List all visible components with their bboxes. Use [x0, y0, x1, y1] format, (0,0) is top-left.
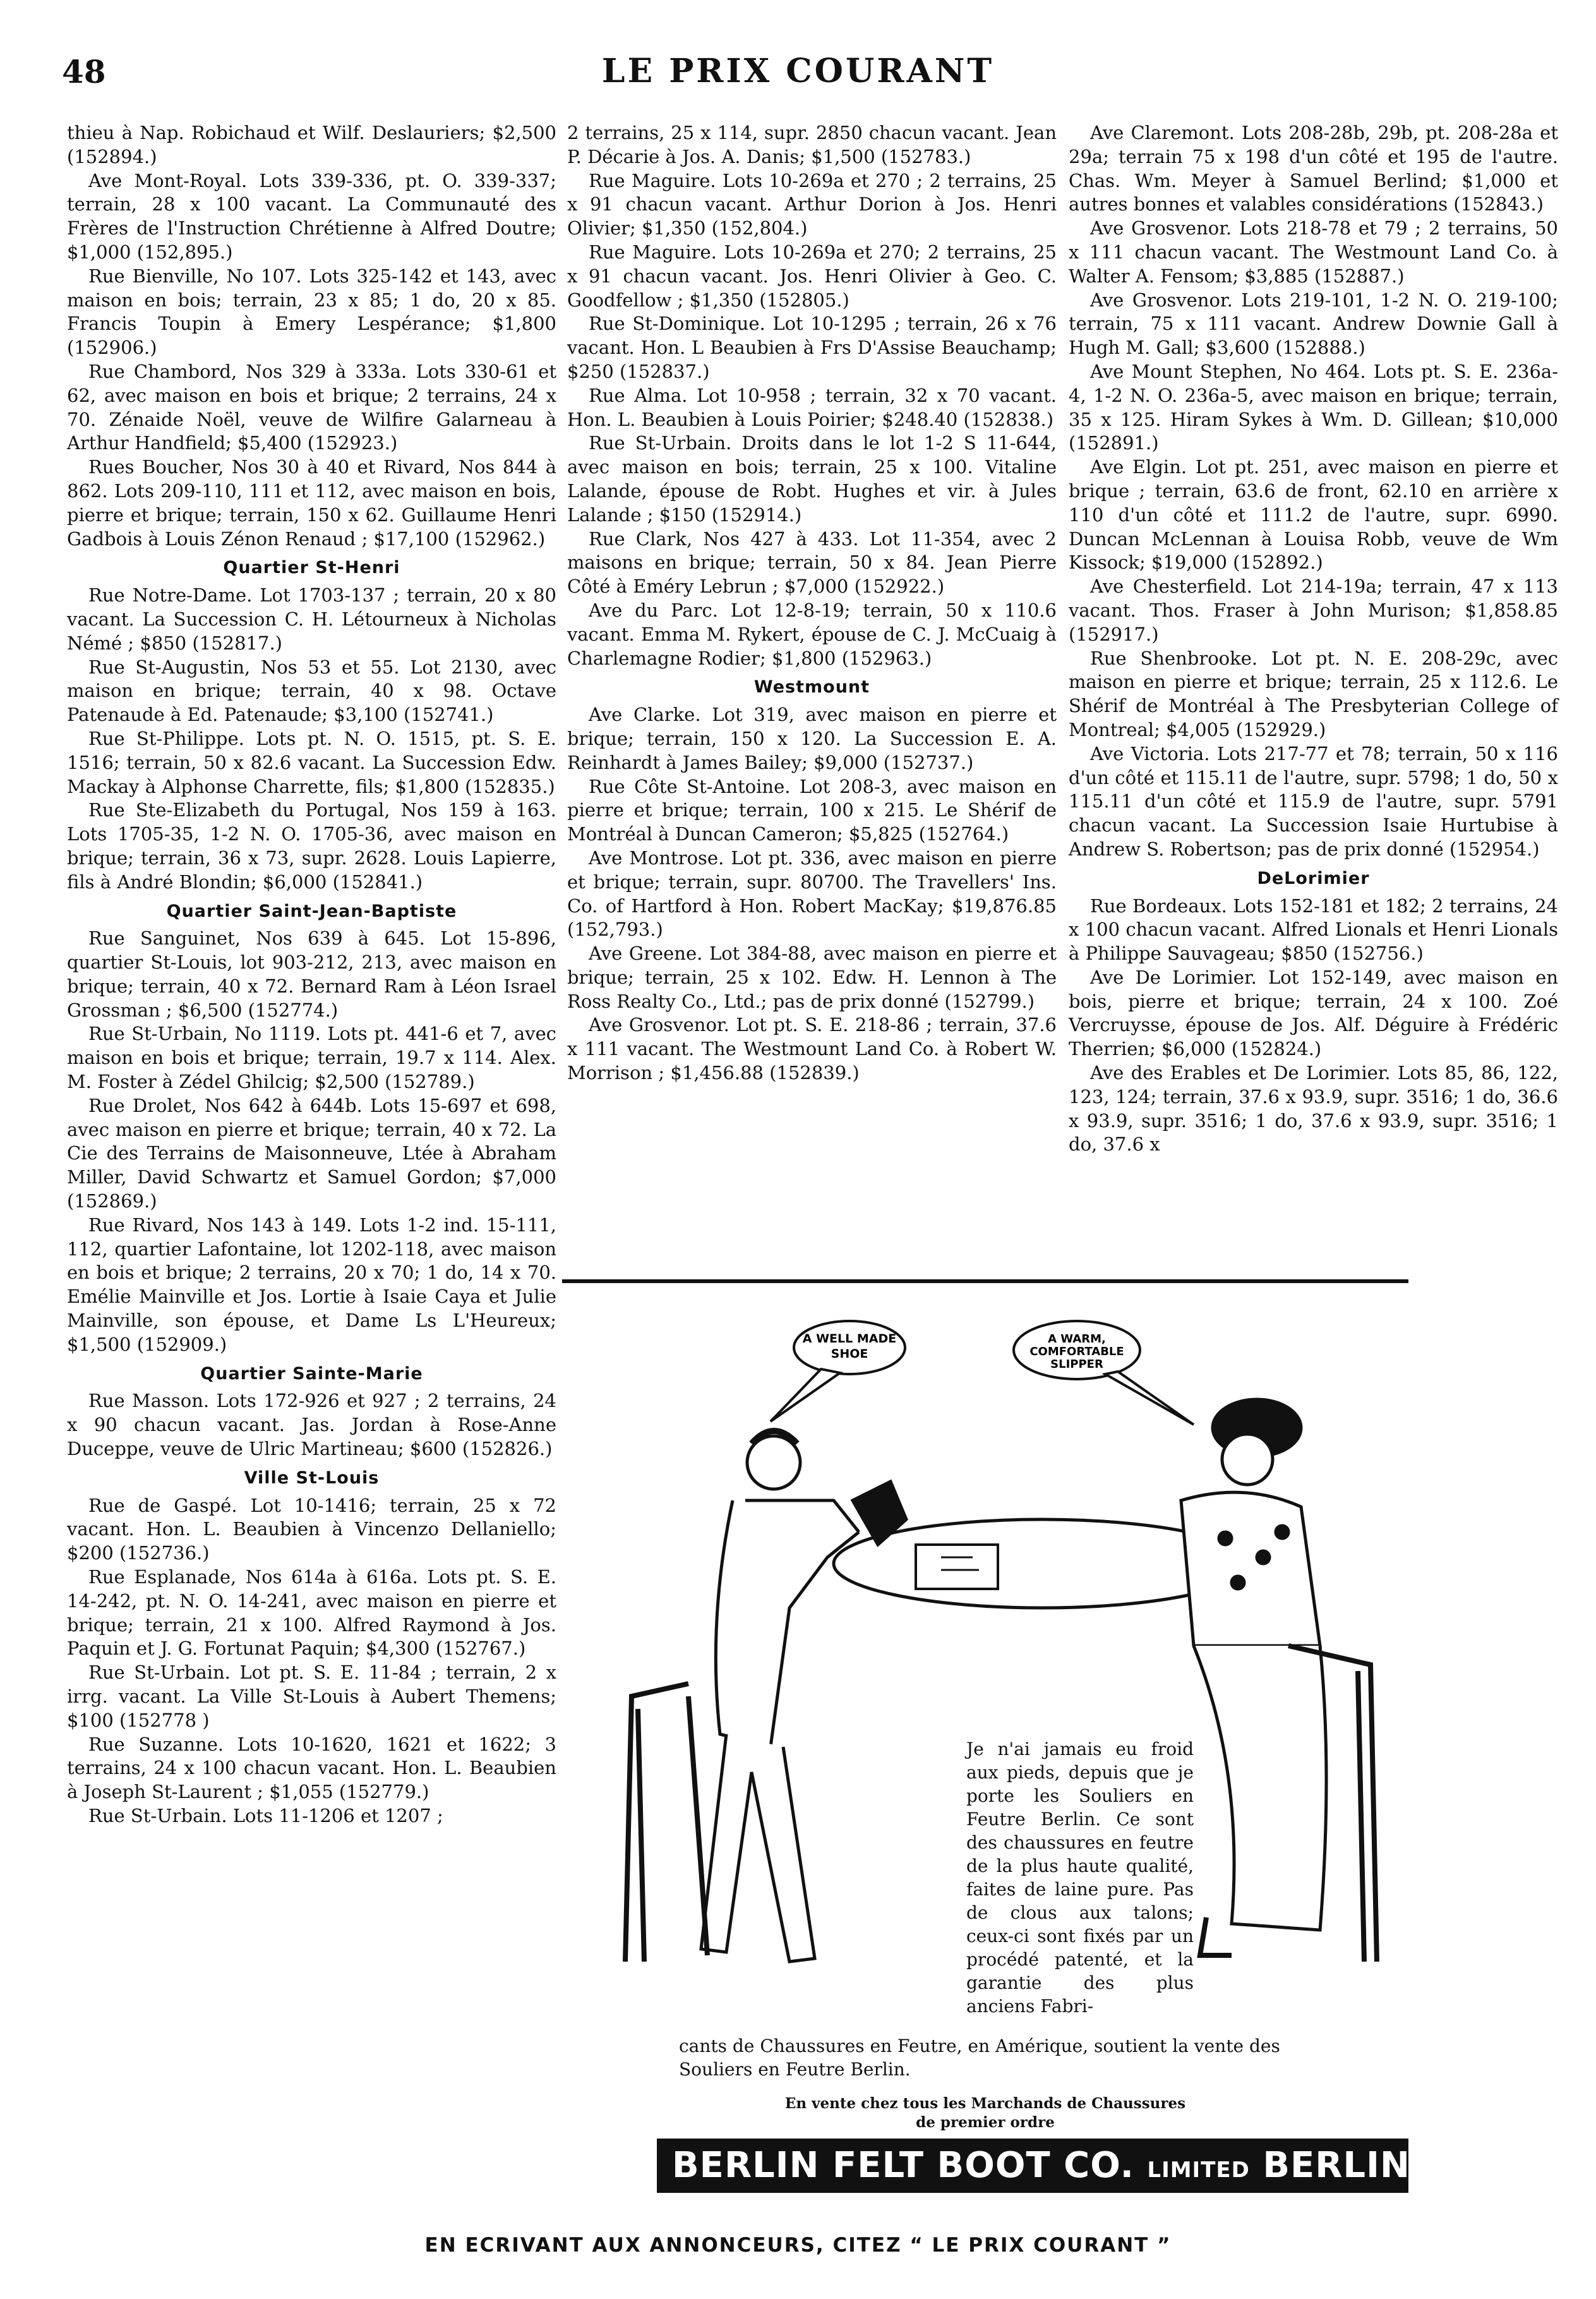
- listing-paragraph: Rue Clark, Nos 427 à 433. Lot 11-354, avec 2 maisons en brique; terrain, 50 x 84. Jean Pierre Côté à Eméry Lebrun ; $7,000 (152922.): [567, 528, 1057, 598]
- section-heading: Quartier Sainte-Marie: [200, 1363, 423, 1384]
- listing-paragraph: Ave Claremont. Lots 208-28b, 29b, pt. 208-28a et 29a; terrain 75 x 198 d'un côté et 195 de l'autre. Chas. Wm. Meyer à Samuel Berlind; $1,000 et autres bonnes et valables considérations (152843.): [1069, 122, 1558, 215]
- listing-paragraph: Ave Mount Stephen, No 464. Lots pt. S. E. 236a-4, 1-2 N. O. 236a-5, avec maison en brique; terrain, 35 x 125. Hiram Sykes à Wm. D. Gillean; $10,000 (152891.): [1069, 360, 1558, 454]
- ad-company-limited: LIMITED: [1147, 2157, 1250, 2183]
- ad-copy: Je n'ai jamais eu froid aux pieds, depuis que je porte les Souliers en Feutre Berlin. Ce sont des chaussures en feutre de la plus haute qualité, faites de laine pure. Pas de clous aux talons; ceux-ci sont fixés par un procédé patenté, et la garantie des plus anciens Fabri-: [966, 1739, 1194, 2017]
- page-header: [0, 49, 1596, 100]
- bubble-left-text-line2: SHOE: [831, 1347, 868, 1361]
- ad-availability-line2: de premier ordre: [916, 2114, 1055, 2131]
- listing-paragraph: Ave Chesterfield. Lot 214-19a; terrain, 47 x 113 vacant. Thos. Fraser à John Murison; $1,858.85 (152917.): [1069, 576, 1558, 645]
- listing-paragraph: Rue St-Philippe. Lots pt. N. O. 1515, pt. S. E. 1516; terrain, 50 x 82.6 vacant. La Succession Edw. Mackay à Alphonse Charrette, fils; $1,800 (152835.): [67, 727, 556, 797]
- section-heading: DeLorimier: [1257, 868, 1370, 888]
- listing-paragraph: thieu à Nap. Robichaud et Wilf. Deslauriers; $2,500 (152894.): [67, 122, 556, 167]
- woman-figure: [1181, 1399, 1377, 1962]
- listing-paragraph: Rue Masson. Lots 172-926 et 927 ; 2 terrains, 24 x 90 chacun vacant. Jas. Jordan à Rose-Anne Duceppe, veuve de Ulric Martineau; $600 (152826.): [67, 1390, 556, 1460]
- listing-paragraph: Ave Mont-Royal. Lots 339-336, pt. O. 339-337; terrain, 28 x 100 vacant. La Communauté des Frères de l'Instruction Chrétienne à Alfred Doutre; $1,000 (152,895.): [67, 169, 556, 263]
- listing-paragraph: Rue Sanguinet, Nos 639 à 645. Lot 15-896, quartier St-Louis, lot 903-212, 213, avec maison en brique; terrain, 40 x 72. Bernard Ram à Léon Israel Grossman ; $6,500 (152774.): [67, 927, 556, 1021]
- listing-paragraph: Ave Grosvenor. Lot pt. S. E. 218-86 ; terrain, 37.6 x 111 vacant. The Westmount Land Co. à Robert W. Morrison ; $1,456.88 (152839.): [567, 1014, 1057, 1084]
- section-heading: Quartier Saint-Jean-Baptiste: [166, 901, 457, 921]
- advertisement: [562, 1279, 1510, 2208]
- bubble-right-text-line1: A WARM,: [1048, 1332, 1106, 1346]
- section-heading: Ville St-Louis: [244, 1468, 380, 1488]
- listing-paragraph: Ave Grosvenor. Lots 219-101, 1-2 N. O. 219-100; terrain, 75 x 111 vacant. Andrew Downie Gall à Hugh M. Gall; $3,600 (152888.): [1069, 289, 1558, 359]
- listing-paragraph: Rue Bordeaux. Lots 152-181 et 182; 2 terrains, 24 x 100 chacun vacant. Alfred Lionals et Henri Lionals à Philippe Sauvageau; $850 (152756.): [1069, 895, 1558, 965]
- listing-paragraph: Rue Alma. Lot 10-958 ; terrain, 32 x 70 vacant. Hon. L. Beaubien à Louis Poirier; $248.40 (152838.): [567, 384, 1057, 430]
- listing-paragraph: Rue Maguire. Lots 10-269a et 270; 2 terrains, 25 x 91 chacun vacant. Jos. Henri Olivier à Geo. C. Goodfellow ; $1,350 (152805.): [567, 241, 1057, 311]
- listing-paragraph: Rue Shenbrooke. Lot pt. N. E. 208-29c, avec maison en pierre et brique; terrain, 25 x 112.6. Le Shérif de Montréal à The Presbyterian College of Montreal; $4,005 (152929.): [1069, 647, 1558, 740]
- ad-company-band: [657, 2139, 1510, 2193]
- listing-paragraph: Rue St-Dominique. Lot 10-1295 ; terrain, 26 x 76 vacant. Hon. L Beaubien à Frs D'Assise Beauchamp; $250 (152837.): [567, 313, 1057, 382]
- ad-availability-line1: En vente chez tous les Marchands de Chaussures: [784, 2095, 1186, 2112]
- speech-bubble-right: [1014, 1321, 1194, 1425]
- ad-company-name: BERLIN FELT BOOT CO.: [672, 2145, 1134, 2186]
- listing-paragraph: Ave Montrose. Lot pt. 336, avec maison en pierre et brique; terrain, supr. 80700. The Travellers' Ins. Co. of Hartford à Hon. Robert MacKay; $19,876.85 (152,793.): [567, 847, 1057, 941]
- listing-paragraph: Rue St-Augustin, Nos 53 et 55. Lot 2130, avec maison en brique; terrain, 40 x 98. Octave Patenaude à Ed. Patenaude; $3,100 (152741.): [67, 656, 556, 726]
- listing-paragraph: 2 terrains, 25 x 114, supr. 2850 chacun vacant. Jean P. Décarie à Jos. A. Danis; $1,500 (152783.): [567, 122, 1057, 167]
- listing-paragraph: Rue St-Urbain. Lot pt. S. E. 11-84 ; terrain, 2 x irrg. vacant. La Ville St-Louis à Aubert Themens; $100 (152778 ): [67, 1662, 556, 1731]
- listing-paragraph: Ave De Lorimier. Lot 152-149, avec maison en bois, pierre et brique; terrain, 24 x 100. Zoé Vercruysse, épouse de Jos. Alf. Déguire à Frédéric Therrien; $6,000 (152824.): [1069, 966, 1558, 1060]
- listing-paragraph: Rue Ste-Elizabeth du Portugal, Nos 159 à 163. Lots 1705-35, 1-2 N. O. 1705-36, avec maison en brique; terrain, 36 x 73, supr. 2628. Louis Lapierre, fils à André Blondin; $6,000 (152841.): [67, 799, 556, 893]
- column-2: [567, 121, 1057, 1271]
- page-title: LE PRIX COURANT: [601, 52, 995, 90]
- listing-paragraph: Rue Maguire. Lots 10-269a et 270 ; 2 terrains, 25 x 91 chacun vacant. Arthur Dorion à Jos. Henri Olivier; $1,350 (152,804.): [567, 169, 1057, 239]
- listing-paragraph: Rue Bienville, No 107. Lots 325-142 et 143, avec maison en bois; terrain, 23 x 85; 1 do, 20 x 85. Francis Toupin à Emery Lespérance; $1,800 (152906.): [67, 265, 556, 359]
- bubble-right-text-line3: SLIPPER: [1050, 1358, 1103, 1371]
- listing-paragraph: Rue St-Urbain. Lots 11-1206 et 1207 ;: [88, 1804, 443, 1826]
- listing-paragraph: Rue Rivard, Nos 143 à 149. Lots 1-2 ind. 15-111, 112, quartier Lafontaine, lot 1202-118, avec maison en bois et brique; 2 terrains, 20 x 70; 1 do, 14 x 70. Emélie Mainville et Jos. Lortie à Isaie Caya et Julie Mainville, son épouse, et Dame Ls L'Heureux; $1,500 (152909.): [67, 1214, 556, 1355]
- shoe-box: [916, 1545, 998, 1589]
- listing-paragraph: Ave Grosvenor. Lots 218-78 et 79 ; 2 terrains, 50 x 111 chacun vacant. The Westmount Land Co. à Walter A. Fensom; $3,885 (152887.): [1069, 217, 1558, 287]
- listing-paragraph: Rue de Gaspé. Lot 10-1416; terrain, 25 x 72 vacant. Hon. L. Beaubien à Vincenzo Dellaniello; $200 (152736.): [67, 1494, 556, 1564]
- listing-paragraph: Rue Chambord, Nos 329 à 333a. Lots 330-61 et 62, avec maison en bois et brique; 2 terrains, 24 x 70. Zénaide Noël, veuve de Wilfire Galarneau à Arthur Handfield; $5,400 (152923.): [67, 360, 556, 454]
- man-figure: [625, 1431, 906, 1962]
- section-heading: Westmount: [753, 677, 870, 697]
- listing-paragraph: Ave Greene. Lot 384-88, avec maison en pierre et brique; terrain, 25 x 102. Edw. H. Lennon à The Ross Realty Co., Ltd.; pas de prix donné (152799.): [567, 943, 1057, 1012]
- listing-paragraph: Rue Drolet, Nos 642 à 644b. Lots 15-697 et 698, avec maison en pierre et brique; terrain, 40 x 72. La Cie des Terrains de Maisonneuve, Ltée à Abraham Miller, David Schwartz et Samuel Gordon; $7,000 (152869.): [67, 1094, 556, 1212]
- ad-company-city: BERLIN.ONT: [1263, 2145, 1510, 2186]
- column-1: [67, 121, 556, 2219]
- listing-paragraph: Rue Notre-Dame. Lot 1703-137 ; terrain, 20 x 80 vacant. La Succession C. H. Létourneux à Nicholas Némé ; $850 (152817.): [67, 584, 556, 654]
- listing-paragraph: Rue St-Urbain, No 1119. Lots pt. 441-6 et 7, avec maison en bois et brique; terrain, 19.7 x 114. Alex. M. Foster à Zédel Ghilcig; $2,500 (152789.): [67, 1023, 556, 1093]
- page-footer: EN ECRIVANT AUX ANNONCEURS, CITEZ “ LE PRIX COURANT ”: [424, 2234, 1172, 2257]
- listing-paragraph: Rues Boucher, Nos 30 à 40 et Rivard, Nos 844 à 862. Lots 209-110, 111 et 112, avec maison en bois, pierre et brique; terrain, 150 x 62. Guillaume Henri Gadbois à Louis Zénon Renaud ; $17,100 (152962.): [67, 456, 556, 550]
- listing-paragraph: Rue St-Urbain. Droits dans le lot 1-2 S 11-644, avec maison en bois; terrain, 25 x 100. Vitaline Lalande, épouse de Robt. Hughes et vir. à Jules Lalande ; $150 (152914.): [567, 432, 1057, 526]
- bubble-right-text-line2: COMFORTABLE: [1029, 1345, 1124, 1358]
- column-3: [1069, 121, 1558, 1271]
- ad-availability: [562, 2094, 1408, 2132]
- listing-paragraph: Ave Elgin. Lot pt. 251, avec maison en pierre et brique ; terrain, 63.6 de front, 62.10 en arrière x 110 d'un côté et 111.2 de l'autre, supr. 6990. Duncan McLennan à Louisa Robb, veuve de Wm Kissock; $19,000 (152892.): [1069, 456, 1558, 574]
- bubble-left-text-line1: A WELL MADE: [802, 1332, 897, 1346]
- listing-paragraph: Ave des Erables et De Lorimier. Lots 85, 86, 122, 123, 124; terrain, 37.6 x 93.9, supr. 3516; 1 do, 36.6 x 93.9, supr. 3516; 1 do, 37.6 x 93.9, supr. 3516; 1 do, 37.6 x: [1069, 1062, 1558, 1156]
- listing-paragraph: Rue Suzanne. Lots 10-1620, 1621 et 1622; 3 terrains, 24 x 100 chacun vacant. Hon. L. Beaubien à Joseph St-Laurent ; $1,055 (152779.): [67, 1733, 556, 1803]
- listing-paragraph: Rue Esplanade, Nos 614a à 616a. Lots pt. S. E. 14-242, pt. N. O. 14-241, avec maison en pierre et brique; terrain, 21 x 100. Alfred Raymond à Jos. Paquin et J. G. Fortunat Paquin; $4,300 (152767.): [67, 1566, 556, 1660]
- listing-paragraph: Ave du Parc. Lot 12-8-19; terrain, 50 x 110.6 vacant. Emma M. Rykert, épouse de C. J. McCuaig à Charlemagne Rodier; $1,800 (152963.): [567, 599, 1057, 669]
- listing-paragraph: Ave Clarke. Lot 319, avec maison en pierre et brique; terrain, 150 x 120. La Succession E. A. Reinhardt à James Bailey; $9,000 (152737.): [567, 704, 1057, 773]
- section-heading: Quartier St-Henri: [223, 558, 400, 578]
- page-number: 48: [62, 53, 106, 90]
- ad-divider: [562, 1279, 1408, 1283]
- listing-paragraph: Ave Victoria. Lots 217-77 et 78; terrain, 50 x 116 d'un côté et 115.11 de l'autre, supr. 5798; 1 do, 50 x 115.11 d'un côté et 115.9 de l'autre, supr. 5791 chacun vacant. La Succession Isaie Hurtubise à Andrew S. Robertson; pas de prix donné (152954.): [1069, 742, 1558, 860]
- ad-copy-continued: cants de Chaussures en Feutre, en Amérique, soutient la vente des Souliers en Feutre Berlin.: [679, 2036, 1280, 2080]
- listing-paragraph: Rue Côte St-Antoine. Lot 208-3, avec maison en pierre et brique; terrain, 100 x 215. Le Shérif de Montréal à Duncan Cameron; $5,825 (152764.): [567, 775, 1057, 845]
- speech-bubble-left: [771, 1321, 905, 1421]
